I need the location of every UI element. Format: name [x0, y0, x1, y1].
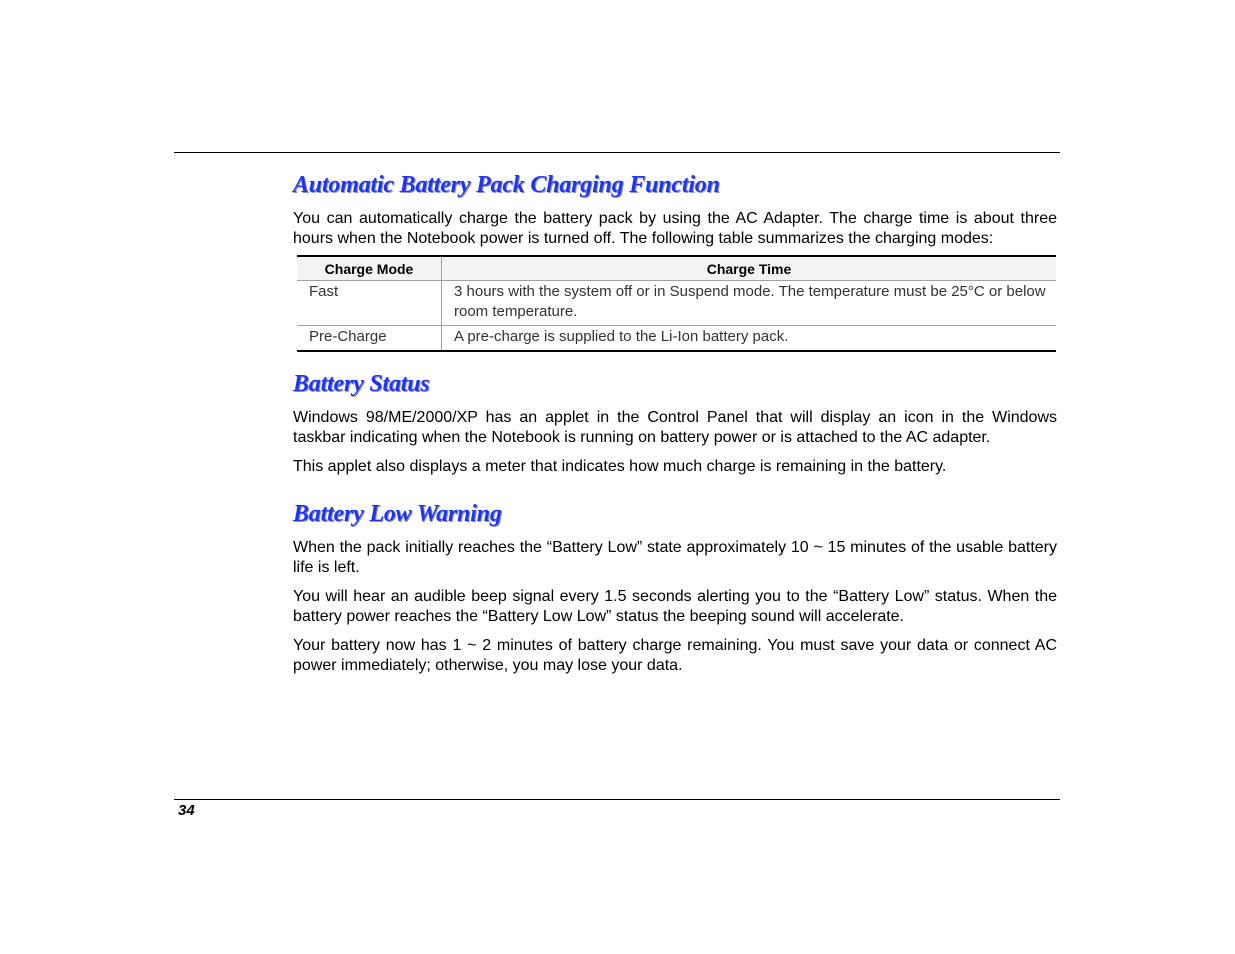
battery-status-para-1: Windows 98/ME/2000/XP has an applet in the Control Panel that will display an icon in the Windows taskbar indicating when the Notebook is running on battery power or is attached to the AC adapter. [293, 409, 1057, 446]
page-content [293, 170, 1057, 676]
battery-low-warning-heading: Battery Low Warning [293, 501, 502, 527]
page-number: 34 [178, 802, 195, 819]
charging-intro: You can automatically charge the battery pack by using the AC Adapter. The charge time is about three hours when the Notebook power is turned off. The following table summarizes the charging modes: [293, 210, 1057, 247]
battery-low-para-2: You will hear an audible beep signal every 1.5 seconds alerting you to the “Battery Low” status. When the battery power reaches the “Battery Low Low” status the beeping sound will accelerate. [293, 588, 1057, 625]
table-row [297, 326, 1056, 352]
cell-time-fast: 3 hours with the system off or in Suspend mode. The temperature must be 25°C or below room temperature. [442, 281, 1057, 326]
header-charge-mode: Charge Mode [297, 256, 442, 281]
table-row [297, 281, 1056, 326]
battery-status-para-2: This applet also displays a meter that indicates how much charge is remaining in the battery. [293, 458, 947, 475]
header-charge-time: Charge Time [442, 256, 1057, 281]
cell-time-precharge: A pre-charge is supplied to the Li-Ion battery pack. [442, 326, 1057, 352]
battery-low-para-3: Your battery now has 1 ~ 2 minutes of battery charge remaining. You must save your data or connect AC power immediately; otherwise, you may lose your data. [293, 637, 1057, 674]
battery-low-para-1: When the pack initially reaches the “Battery Low” state approximately 10 ~ 15 minutes of the usable battery life is left. [293, 539, 1057, 576]
battery-status-heading: Battery Status [293, 371, 430, 397]
table-header-row [297, 256, 1056, 281]
header-rule [174, 152, 1060, 153]
cell-mode-fast: Fast [297, 281, 442, 326]
charging-modes-table [297, 255, 1056, 352]
cell-mode-precharge: Pre-Charge [297, 326, 442, 352]
charging-heading: Automatic Battery Pack Charging Function [293, 172, 720, 198]
footer-rule [174, 799, 1060, 800]
